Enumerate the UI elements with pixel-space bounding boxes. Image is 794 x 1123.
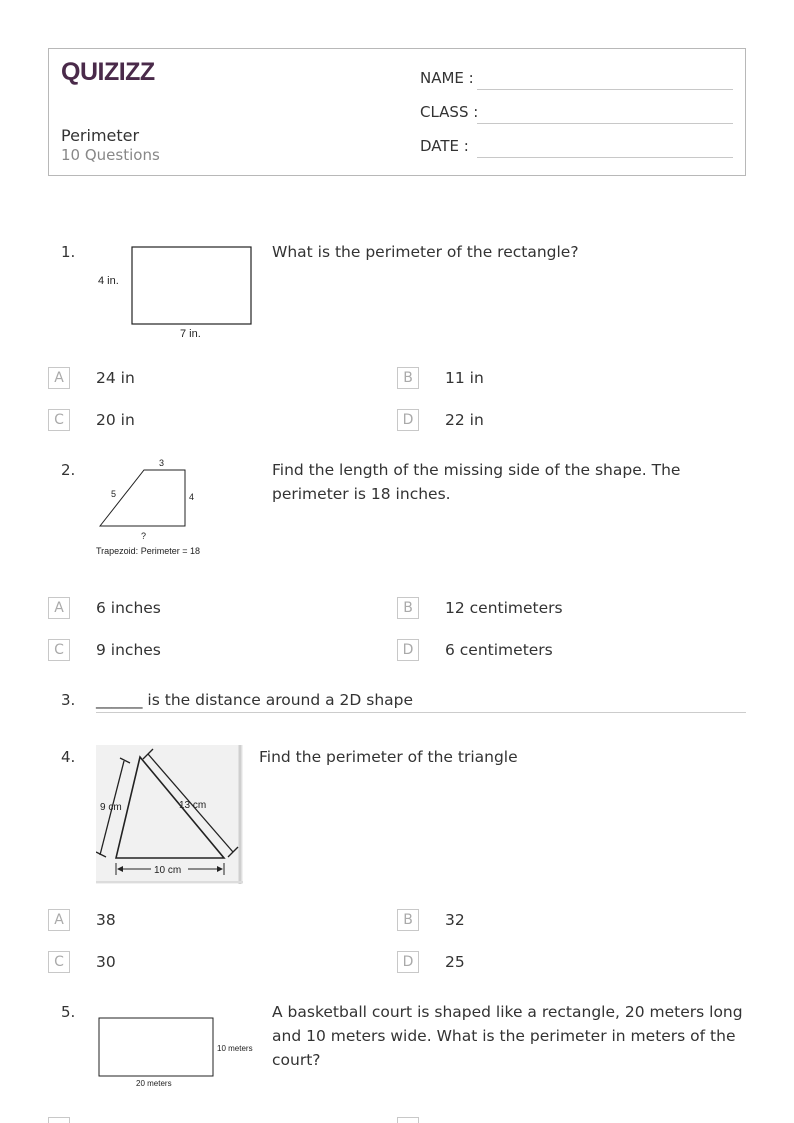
question-text: A basketball court is shaped like a rectangle, 20 meters long and 10 meters wide. What is the perimeter in meters of the court? — [272, 1003, 743, 1069]
question-text: Find the length of the missing side of the shape. The perimeter is 18 inches. — [272, 461, 681, 503]
figure-label: 7 in. — [180, 328, 201, 340]
question-text: What is the perimeter of the rectangle? — [272, 243, 579, 261]
option-text[interactable]: 38 — [96, 911, 116, 929]
question-text: ______ is the distance around a 2D shape — [96, 691, 414, 709]
option-text[interactable]: 30 — [96, 953, 116, 971]
question-text: Find the perimeter of the triangle — [259, 748, 518, 766]
option-text[interactable]: 25 — [445, 953, 465, 971]
option-letter-box[interactable]: B — [397, 367, 419, 389]
figure-label: 10 cm — [154, 865, 182, 876]
date-field[interactable] — [477, 157, 733, 158]
option-letter-box[interactable]: B — [397, 597, 419, 619]
figure-label: 13 cm — [179, 800, 207, 811]
option-text[interactable]: 6 centimeters — [445, 641, 553, 659]
option-text[interactable]: 24 in — [96, 369, 135, 387]
class-field[interactable] — [477, 123, 733, 124]
option-letter-box[interactable]: D — [397, 951, 419, 973]
worksheet-title: Perimeter — [61, 126, 140, 145]
figure-label: 20 meters — [136, 1079, 172, 1088]
question-number: 1. — [61, 243, 76, 261]
question-number: 2. — [61, 461, 76, 479]
option-text[interactable]: 32 — [445, 911, 465, 929]
option-letter-box[interactable]: C — [48, 409, 70, 431]
option-letter-box[interactable] — [397, 1117, 419, 1123]
court-figure — [96, 1014, 261, 1090]
option-letter-box[interactable]: A — [48, 909, 70, 931]
option-text[interactable]: 6 inches — [96, 599, 161, 617]
class-label: CLASS : — [420, 103, 479, 121]
figure-label: 9 cm — [100, 802, 122, 813]
question-number: 5. — [61, 1003, 76, 1021]
option-letter-box[interactable]: C — [48, 951, 70, 973]
figure-label: 10 meters — [217, 1044, 253, 1053]
figure-caption: Trapezoid: Perimeter = 18 — [96, 546, 200, 556]
figure-label: 4 — [189, 492, 195, 502]
option-letter-box[interactable]: A — [48, 597, 70, 619]
option-text[interactable]: 20 in — [96, 411, 135, 429]
date-label: DATE : — [420, 137, 469, 155]
option-text[interactable]: 11 in — [445, 369, 484, 387]
option-text[interactable]: 12 centimeters — [445, 599, 563, 617]
triangle-figure — [96, 745, 243, 884]
figure-label: 4 in. — [98, 275, 119, 287]
question-number: 3. — [61, 691, 76, 709]
option-letter-box[interactable]: A — [48, 367, 70, 389]
option-letter-box[interactable]: C — [48, 639, 70, 661]
figure-label: 3 — [159, 458, 165, 468]
name-field[interactable] — [477, 89, 733, 90]
name-label: NAME : — [420, 69, 474, 87]
option-letter-box[interactable] — [48, 1117, 70, 1123]
answer-line[interactable] — [96, 712, 746, 713]
option-letter-box[interactable]: B — [397, 909, 419, 931]
option-text[interactable]: 22 in — [445, 411, 484, 429]
question-count: 10 Questions — [61, 146, 160, 164]
option-text[interactable]: 9 inches — [96, 641, 161, 659]
trapezoid-figure — [90, 455, 230, 560]
question-number: 4. — [61, 748, 76, 766]
option-letter-box[interactable]: D — [397, 409, 419, 431]
quizizz-logo: QUIZIZZ — [61, 58, 155, 86]
rectangle-figure — [90, 240, 265, 345]
option-letter-box[interactable]: D — [397, 639, 419, 661]
figure-label: ? — [141, 531, 147, 541]
figure-label: 5 — [111, 489, 117, 499]
